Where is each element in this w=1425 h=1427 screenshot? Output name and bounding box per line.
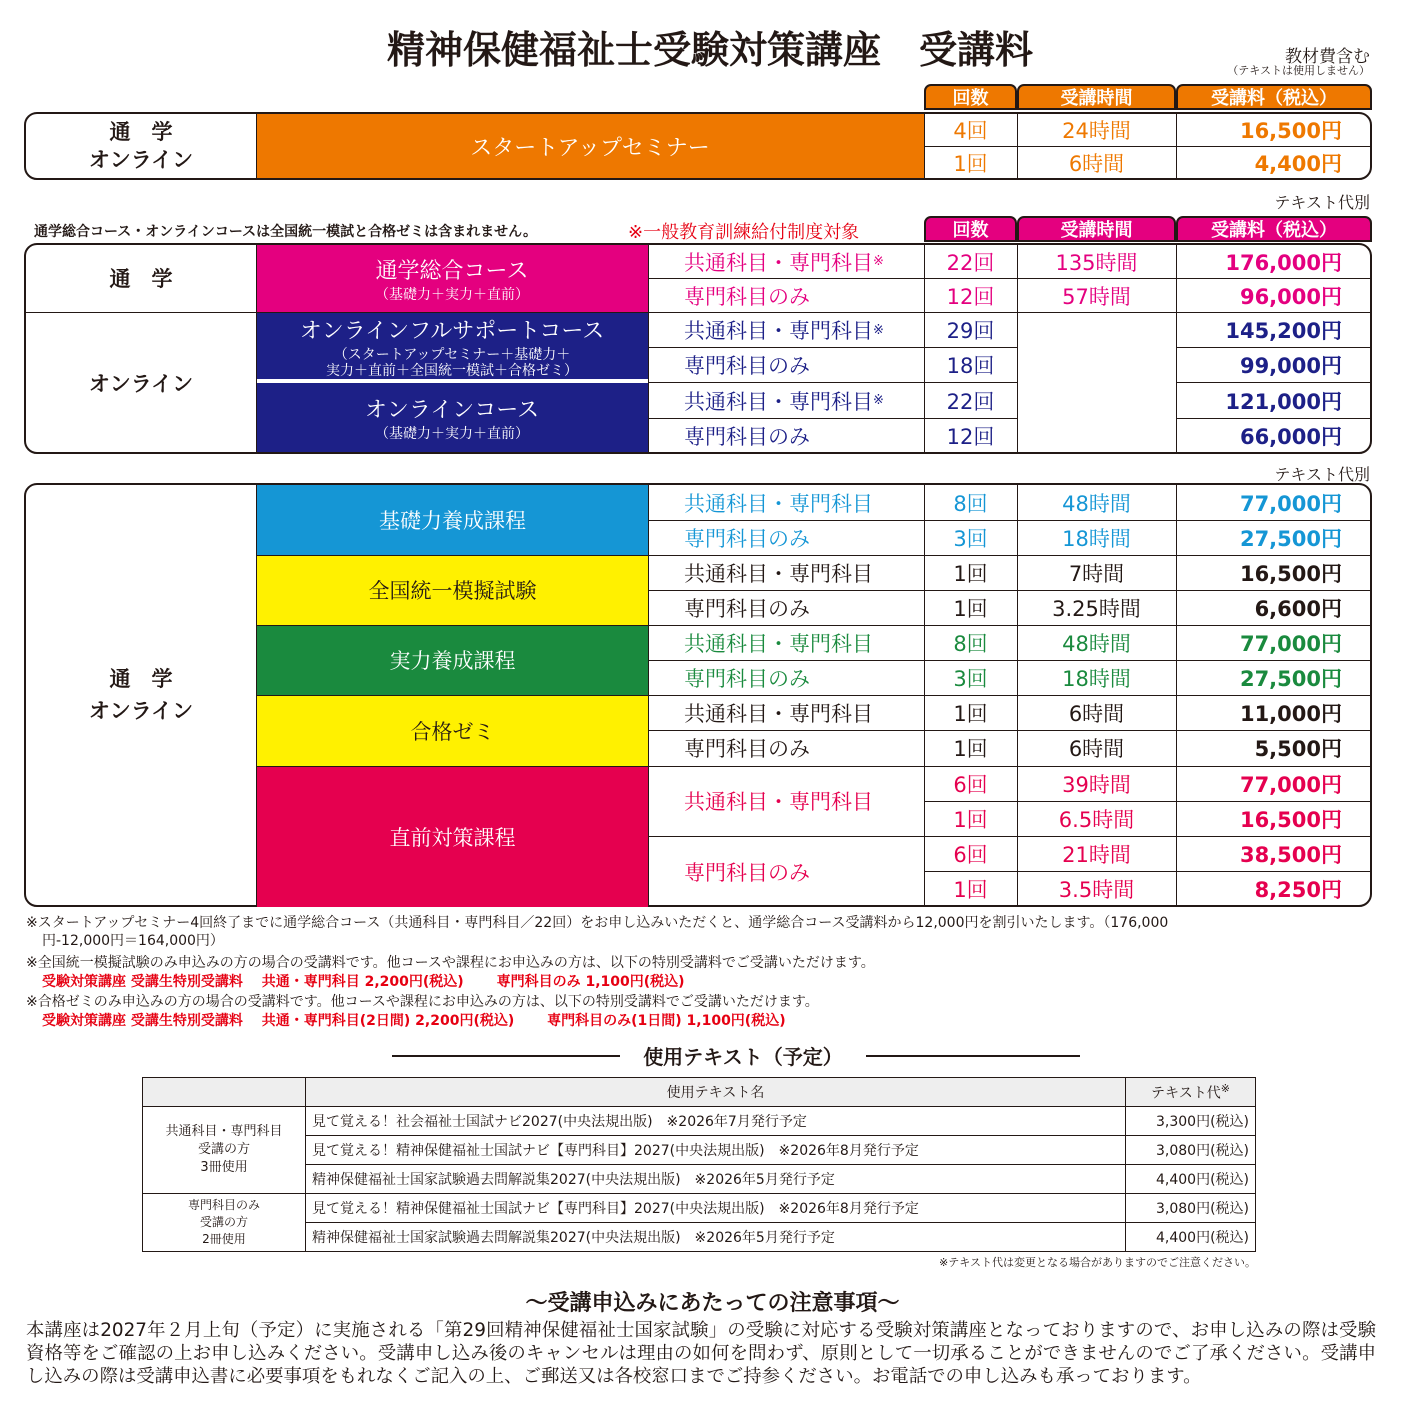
header-hours: 受講時間	[1017, 84, 1176, 110]
startup-course-name: スタートアップセミナー	[256, 114, 924, 178]
subsidy-note: ※一般教育訓練給付制度対象	[628, 222, 860, 243]
module-name: 直前対策課程	[257, 766, 648, 907]
module-count: 6回	[953, 842, 988, 867]
module-name: 基礎力養成課程	[257, 485, 648, 555]
module-subject: 共通科目・専門科目	[684, 631, 873, 656]
module-count: 8回	[953, 491, 988, 516]
module-hours: 39時間	[1062, 772, 1131, 797]
note-1b: 円-12,000円＝164,000円）	[42, 933, 224, 949]
online-count-2: 12回	[946, 424, 995, 449]
module-count: 3回	[953, 666, 988, 691]
textbook-price: 3,080円(税込)	[1126, 1194, 1256, 1223]
tsugaku-hours-1: 135時間	[1055, 250, 1138, 275]
corner-cell	[143, 1078, 306, 1107]
header-hours-2: 受講時間	[1017, 216, 1176, 242]
online-group-label: オンライン	[88, 371, 194, 396]
textbook-price: 4,400円(税込)	[1126, 1223, 1256, 1252]
col-textbook-name: 使用テキスト名	[306, 1078, 1126, 1107]
module-hours: 7時間	[1068, 561, 1125, 586]
tsugaku-fee-1: 176,000円	[1225, 250, 1342, 275]
module-hours: 48時間	[1062, 491, 1131, 516]
text-separate-note-2: テキスト代別	[1274, 465, 1370, 484]
module-subject: 専門科目のみ	[684, 737, 810, 761]
module-hours: 3.25時間	[1052, 596, 1141, 621]
header-count: 回数	[924, 84, 1017, 110]
textbook-price: 4,400円(税込)	[1126, 1165, 1256, 1194]
module-fee: 38,500円	[1239, 842, 1342, 867]
module-subject: 共通科目・専門科目	[684, 561, 873, 586]
module-fee: 77,000円	[1239, 772, 1342, 797]
module-group-label: 通 学 オンライン	[88, 667, 194, 723]
note-1a: ※スタートアップセミナー4回終了までに通学総合コース（共通科目・専門科目／22回）をお申し込みいただくと、通学総合コース受講料から12,000円を割引いたします。（176,000	[26, 915, 1169, 931]
module-hours: 18時間	[1062, 666, 1131, 691]
module-hours: 3.5時間	[1058, 878, 1135, 902]
module-count: 1回	[953, 737, 988, 761]
tsugaku-count-2: 12回	[946, 284, 995, 309]
header-fee: 受講料（税込）	[1176, 84, 1372, 110]
tsugaku-group-label: 通 学	[109, 267, 173, 291]
textbook-row: 精神保健福祉士国家試験過去問解説集2027(中央法規出版) ※2026年5月発行予定	[306, 1223, 1126, 1252]
startup-count-2: 1回	[953, 152, 988, 176]
textbook-row: 見て覚える！精神保健福祉士国試ナビ【専門科目】2027(中央法規出版) ※2026年8月発行予定	[306, 1136, 1126, 1165]
module-fee: 77,000円	[1239, 631, 1342, 656]
module-hours: 6時間	[1068, 701, 1125, 726]
module-hours: 6時間	[1068, 737, 1125, 761]
module-fee: 77,000円	[1239, 491, 1342, 516]
online-subject-1: 共通科目・専門科目 ※	[684, 389, 884, 414]
group-1-label: 共通科目・専門科目 受講の方 3冊使用	[143, 1107, 306, 1194]
online-course-sub: （基礎力＋実力＋直前）	[375, 426, 529, 442]
module-fee: 27,500円	[1239, 526, 1342, 551]
module-fee: 16,500円	[1239, 807, 1342, 832]
module-fee: 16,500円	[1239, 561, 1342, 586]
heading-rule-left	[392, 1055, 620, 1057]
tsugaku-hours-2: 57時間	[1062, 284, 1131, 309]
module-subject: 専門科目のみ	[684, 526, 810, 551]
textbook-row: 見て覚える！社会福祉士国試ナビ2027(中央法規出版) ※2026年7月発行予定	[306, 1107, 1126, 1136]
module-fee: 5,500円	[1254, 737, 1342, 761]
tsugaku-subject-2: 専門科目のみ	[684, 284, 810, 309]
note-2-red: 受験対策講座 受講生特別受講料 共通・専門科目 2,200円(税込) 専門科目のみ 1,100円(税込)	[42, 974, 685, 990]
tsugaku-fee-2: 96,000円	[1239, 284, 1342, 309]
module-count: 1回	[953, 561, 988, 586]
module-count: 8回	[953, 631, 988, 656]
module-count: 1回	[953, 701, 988, 726]
textbook-row: 精神保健福祉士国家試験過去問解説集2027(中央法規出版) ※2026年5月発行予定	[306, 1165, 1126, 1194]
page-title: 精神保健福祉士受験対策講座 受講料	[386, 27, 1033, 72]
module-count: 1回	[953, 596, 988, 621]
header-count-2: 回数	[924, 216, 1017, 242]
module-count: 6回	[953, 772, 988, 797]
module-subject: 共通科目・専門科目	[684, 790, 873, 814]
textbook-price: 3,080円(税込)	[1126, 1136, 1256, 1165]
caution-heading: ～受講申込みにあたっての注意事項～	[525, 1290, 900, 1316]
course-note: 通学総合コース・オンラインコースは全国統一模試と合格ゼミは含まれません。	[34, 224, 538, 240]
module-fee: 8,250円	[1254, 878, 1342, 902]
module-subject: 専門科目のみ	[684, 666, 810, 691]
module-fee: 6,600円	[1254, 596, 1342, 621]
textbook-price: 3,300円(税込)	[1126, 1107, 1256, 1136]
module-count: 1回	[953, 807, 988, 832]
full-course-name: オンラインフルサポートコース	[299, 318, 605, 344]
online-count-1: 22回	[946, 389, 995, 414]
online-fee-2: 66,000円	[1239, 424, 1342, 449]
module-subject: 共通科目・専門科目	[684, 701, 873, 726]
startup-hours-1: 24時間	[1062, 119, 1131, 143]
online-subject-2: 専門科目のみ	[684, 424, 810, 449]
full-subject-2: 専門科目のみ	[684, 354, 810, 378]
text-separate-note: テキスト代別	[1274, 193, 1370, 212]
tsugaku-course-sub: （基礎力＋実力＋直前）	[375, 287, 529, 303]
tsugaku-course-name: 通学総合コース	[375, 259, 529, 284]
startup-fee-2: 4,400円	[1254, 152, 1342, 176]
full-count-2: 18回	[946, 354, 995, 378]
tsugaku-subject-1: 共通科目・専門科目 ※	[684, 250, 884, 275]
materials-sub: （テキストは使用しません）	[1227, 64, 1370, 77]
full-fee-1: 145,200円	[1225, 319, 1342, 343]
heading-rule-right	[866, 1055, 1080, 1057]
group-2-label: 専門科目のみ 受講の方 2冊使用	[143, 1194, 306, 1252]
col-price: テキスト代※	[1126, 1078, 1256, 1107]
startup-fee-1: 16,500円	[1239, 119, 1342, 143]
full-count-1: 29回	[946, 319, 995, 343]
note-2: ※全国統一模擬試験のみ申込みの方の場合の受講料です。他コースや課程にお申込みの方は、以下の特別受講料でご受講いただけます。	[26, 955, 875, 971]
textbook-row: 見て覚える！精神保健福祉士国試ナビ【専門科目】2027(中央法規出版) ※2026年8月発行予定	[306, 1194, 1126, 1223]
module-name: 実力養成課程	[257, 625, 648, 695]
module-hours: 48時間	[1062, 631, 1131, 656]
note-3: ※合格ゼミのみ申込みの方の場合の受講料です。他コースや課程にお申込みの方は、以下の特別受講料でご受講いただけます。	[26, 994, 819, 1010]
startup-count-1: 4回	[953, 119, 988, 143]
module-subject: 専門科目のみ	[684, 596, 810, 621]
module-hours: 18時間	[1062, 526, 1131, 551]
module-name: 合格ゼミ	[257, 695, 648, 766]
module-subject: 共通科目・専門科目	[684, 491, 873, 516]
module-fee: 11,000円	[1239, 701, 1342, 726]
module-hours: 21時間	[1062, 842, 1131, 867]
module-subject: 専門科目のみ	[684, 860, 810, 885]
online-fee-1: 121,000円	[1225, 389, 1342, 414]
textbook-footnote: ※テキスト代は変更となる場合がありますのでご注意ください。	[939, 1256, 1256, 1269]
tsugaku-course-block	[256, 245, 648, 312]
module-fee: 27,500円	[1239, 666, 1342, 691]
note-3-red: 受験対策講座 受講生特別受講料 共通・専門科目(2日間) 2,200円(税込) 専門科目のみ(1日間) 1,100円(税込)	[42, 1013, 786, 1029]
module-count: 1回	[953, 878, 988, 902]
textbook-heading: 使用テキスト（予定）	[643, 1044, 843, 1069]
startup-hours-2: 6時間	[1068, 152, 1125, 176]
module-name: 全国統一模擬試験	[257, 555, 648, 625]
tsugaku-count-1: 22回	[946, 250, 995, 275]
full-fee-2: 99,000円	[1239, 354, 1342, 378]
startup-group-label: 通 学 オンライン	[88, 120, 194, 172]
online-course-block	[256, 383, 648, 452]
module-count: 3回	[953, 526, 988, 551]
full-course-sub: （スタートアップセミナー＋基礎力＋ 実力＋直前＋全国統一模試＋合格ゼミ）	[326, 346, 578, 379]
full-course-block	[256, 313, 648, 381]
full-subject-1: 共通科目・専門科目 ※	[684, 319, 884, 343]
header-fee-2: 受講料（税込）	[1176, 216, 1372, 242]
caution-body: 本講座は2027年２月上旬（予定）に実施される「第29回精神保健福祉士国家試験」の受験に対応する受験対策講座となっておりますので、お申し込みの際は受験資格等をご確認の上お申し込みください。受講申し込み後のキャンセルは理由の如何を問わず、原則として一切承ることができませんのでご了承ください。受講申し込みの際は受講申込書に必要事項をもれなくご記入の上、ご郵送又は各校窓口までご持参ください。お電話での申し込みも承っております。	[26, 1320, 1376, 1387]
module-hours: 6.5時間	[1058, 807, 1135, 832]
textbook-table	[142, 1077, 1256, 1252]
online-course-name: オンラインコース	[364, 398, 540, 423]
materials-note: 教材費含む	[1285, 47, 1370, 67]
